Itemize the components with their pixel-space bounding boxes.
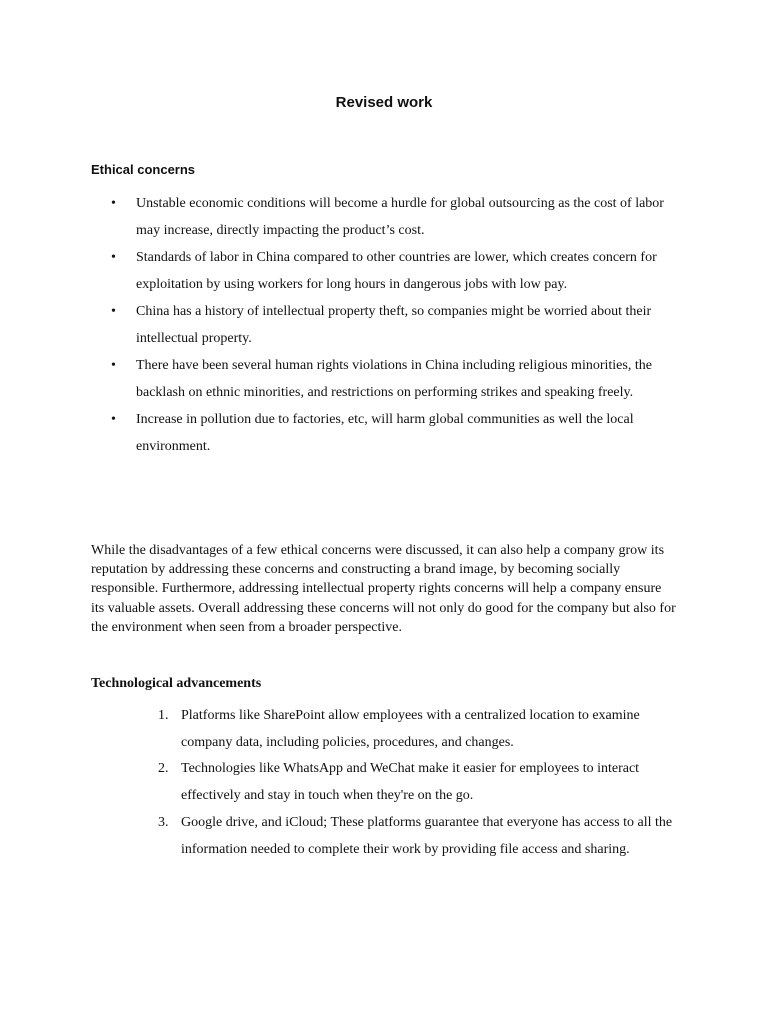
section-heading-ethical: Ethical concerns bbox=[91, 162, 196, 177]
tech-advancements-list bbox=[154, 703, 684, 863]
numbered-item bbox=[154, 756, 684, 809]
list-item bbox=[108, 352, 688, 406]
numbered-item-text: Platforms like SharePoint allow employees with a centralized location to examine company data, including policies, procedures, and changes. bbox=[181, 708, 640, 750]
list-item-text: China has a history of intellectual property theft, so companies might be worried about their intellectual property. bbox=[136, 304, 652, 346]
numbered-item bbox=[154, 810, 684, 863]
list-item-text: Unstable economic conditions will become a hurdle for global outsourcing as the cost of labor may increase, directly impacting the product’s cost. bbox=[136, 196, 664, 238]
numbered-item-text: Google drive, and iCloud; These platforms guarantee that everyone has access to all the information needed to complete their work by providing file access and sharing. bbox=[181, 814, 673, 857]
section-heading-tech: Technological advancements bbox=[91, 676, 262, 691]
bullet-icon: • bbox=[111, 250, 116, 265]
ethical-concerns-list bbox=[108, 190, 688, 460]
numbered-item-text: Technologies like WhatsApp and WeChat make it easier for employees to interact effectively and stay in touch when they're on the go. bbox=[181, 761, 640, 804]
list-item-text: There have been several human rights violations in China including religious minorities, the backlash on ethnic minorities, and restrictions on performing strikes and speaking freely. bbox=[136, 358, 652, 400]
body-paragraph: While the disadvantages of a few ethical concerns were discussed, it can also help a company grow its reputation by addressing these concerns and constructing a brand image, by becoming socially responsible. Furthermore, addressing intellectual property rights concerns will help a company ensure its valuable assets. Overall addressing these concerns will not only do good for the company but also for the environment when seen from a broader perspective. bbox=[91, 543, 676, 635]
numbered-item bbox=[154, 703, 684, 756]
bullet-icon: • bbox=[111, 196, 116, 211]
item-number: 1. bbox=[158, 708, 169, 723]
list-item-text: Increase in pollution due to factories, etc, will harm global communities as well the local environment. bbox=[136, 412, 634, 454]
item-number: 3. bbox=[158, 814, 169, 830]
bullet-icon: • bbox=[111, 358, 116, 373]
list-item bbox=[108, 190, 688, 244]
list-item bbox=[108, 244, 688, 298]
bullet-icon: • bbox=[111, 412, 116, 427]
page-title: Revised work bbox=[335, 94, 433, 111]
item-number: 2. bbox=[158, 761, 169, 777]
bullet-icon: • bbox=[111, 304, 116, 319]
list-item bbox=[108, 406, 688, 460]
list-item-text: Standards of labor in China compared to other countries are lower, which creates concern for exploitation by using workers for long hours in dangerous jobs with low pay. bbox=[136, 250, 657, 292]
list-item bbox=[108, 298, 688, 352]
